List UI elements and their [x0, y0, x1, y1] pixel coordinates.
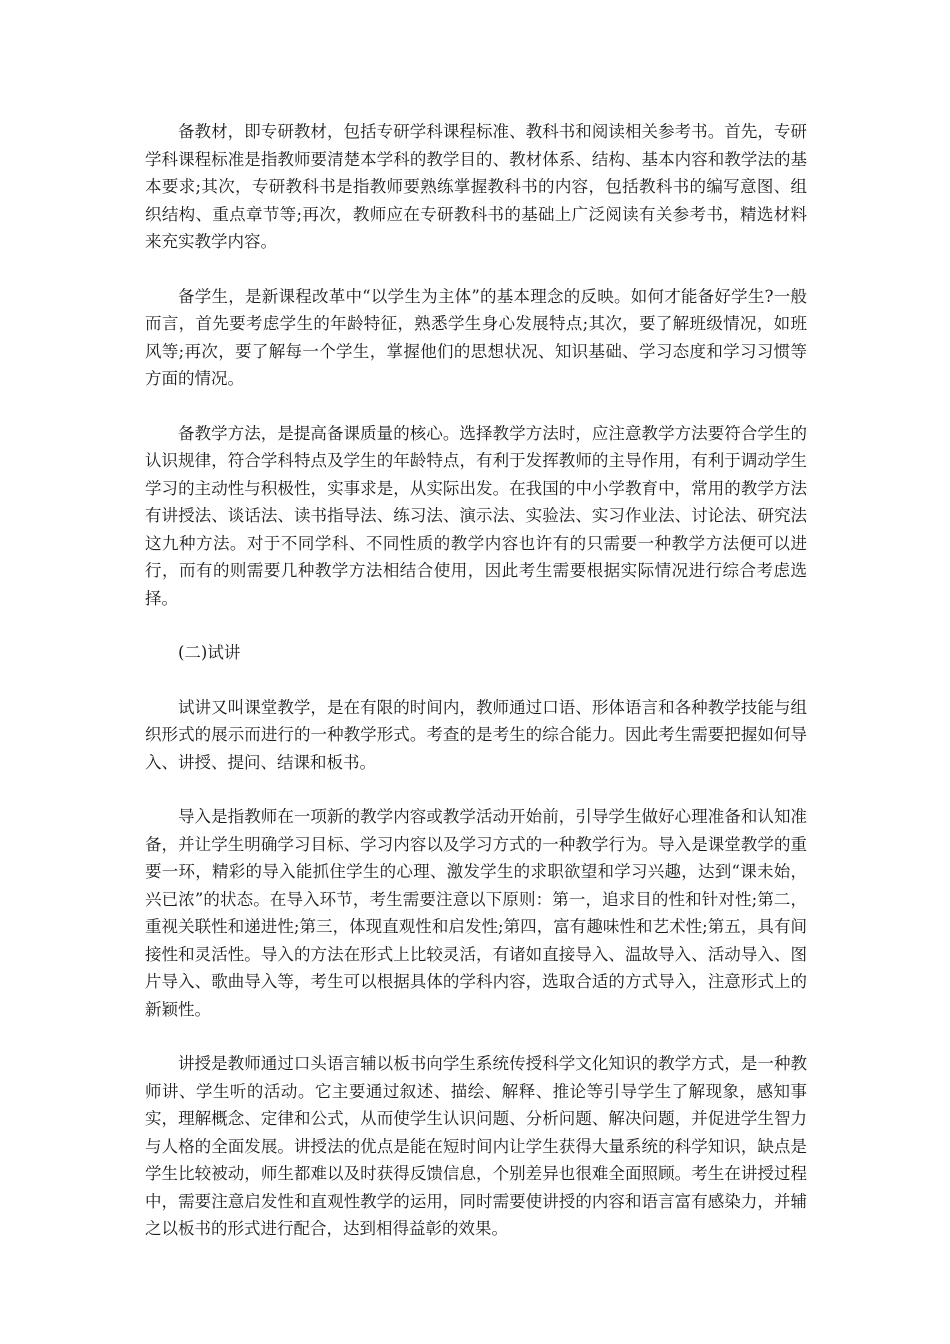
- paragraph-prepare-methods: 备教学方法，是提高备课质量的核心。选择教学方法时，应注意教学方法要符合学生的认识规律，符合学科特点及学生的年龄特点，有利于发挥教师的主导作用，有利于调动学生学习的主动性与积极性，实事求是，从实际出发。在我国的中小学教育中，常用的教学方法有讲授法、谈话法、读书指导法、练习法、演示法、实验法、实习作业法、讨论法、研究法这九种方法。对于不同学科、不同性质的教学内容也许有的只需要一种教学方法便可以进行，而有的则需要几种教学方法相结合使用，因此考生需要根据实际情况进行综合考虑选择。: [145, 423, 807, 608]
- paragraph-prepare-materials: 备教材，即专研教材，包括专研学科课程标准、教科书和阅读相关参考书。首先，专研学科课程标准是指教师要清楚本学科的教学目的、教材体系、结构、基本内容和教学法的基本要求;其次，专研教科书是指教师要熟练掌握教科书的内容，包括教科书的编写意图、组织结构、重点章节等;再次，教师应在专研教科书的基础上广泛阅读有关参考书，精选材料来充实教学内容。: [145, 122, 807, 251]
- paragraph-introduction: 导入是指教师在一项新的教学内容或教学活动开始前，引导学生做好心理准备和认知准备，并让学生明确学习目标、学习内容以及学习方式的一种教学行为。导入是课堂教学的重要一环，精彩的导入能抓住学生的心理、激发学生的求职欲望和学习兴趣，达到“课未始，兴已浓”的状态。在导入环节，考生需要注意以下原则：第一，追求目的性和针对性;第二，重视关联性和递进性;第三，体现直观性和启发性;第四，富有趣味性和艺术性;第五，具有间接性和灵活性。导入的方法在形式上比较灵活，有诸如直接导入、温故导入、活动导入、图片导入、歌曲导入等，考生可以根据具体的学科内容，选取合适的方式导入，注意形式上的新颖性。: [145, 807, 807, 1019]
- paragraph-lecturing: 讲授是教师通过口头语言辅以板书向学生系统传授科学文化知识的教学方式，是一种教师讲、学生听的活动。它主要通过叙述、描绘、解释、推论等引导学生了解现象，感知事实，理解概念、定律和公式，从而使学生认识问题、分析问题、解决问题，并促进学生智力与人格的全面发展。讲授法的优点是能在短时间内让学生获得大量系统的科学知识，缺点是学生比较被动，师生都难以及时获得反馈信息，个别差异也很难全面照顾。考生在讲授过程中，需要注意启发性和直观性教学的运用，同时需要使讲授的内容和语言富有感染力，并辅之以板书的形式进行配合，达到相得益彰的效果。: [145, 1054, 807, 1238]
- document-page: [145, 118, 807, 1270]
- paragraph-prepare-students: 备学生，是新课程改革中“以学生为主体”的基本理念的反映。如何才能备好学生?一般而言，首先要考虑学生的年龄特征，熟悉学生身心发展特点;其次，要了解班级情况，如班风等;再次，要了解每一个学生，掌握他们的思想状况、知识基础、学习态度和学习习惯等方面的情况。: [145, 286, 807, 388]
- section-heading-trial-lecture: (二)试讲: [178, 643, 241, 662]
- paragraph-trial-lecture: 试讲又叫课堂教学，是在有限的时间内，教师通过口语、形体语言和各种教学技能与组织形式的展示而进行的一种教学形式。考查的是考生的综合能力。因此考生需要把握如何导入、讲授、提问、结课和板书。: [145, 697, 807, 772]
